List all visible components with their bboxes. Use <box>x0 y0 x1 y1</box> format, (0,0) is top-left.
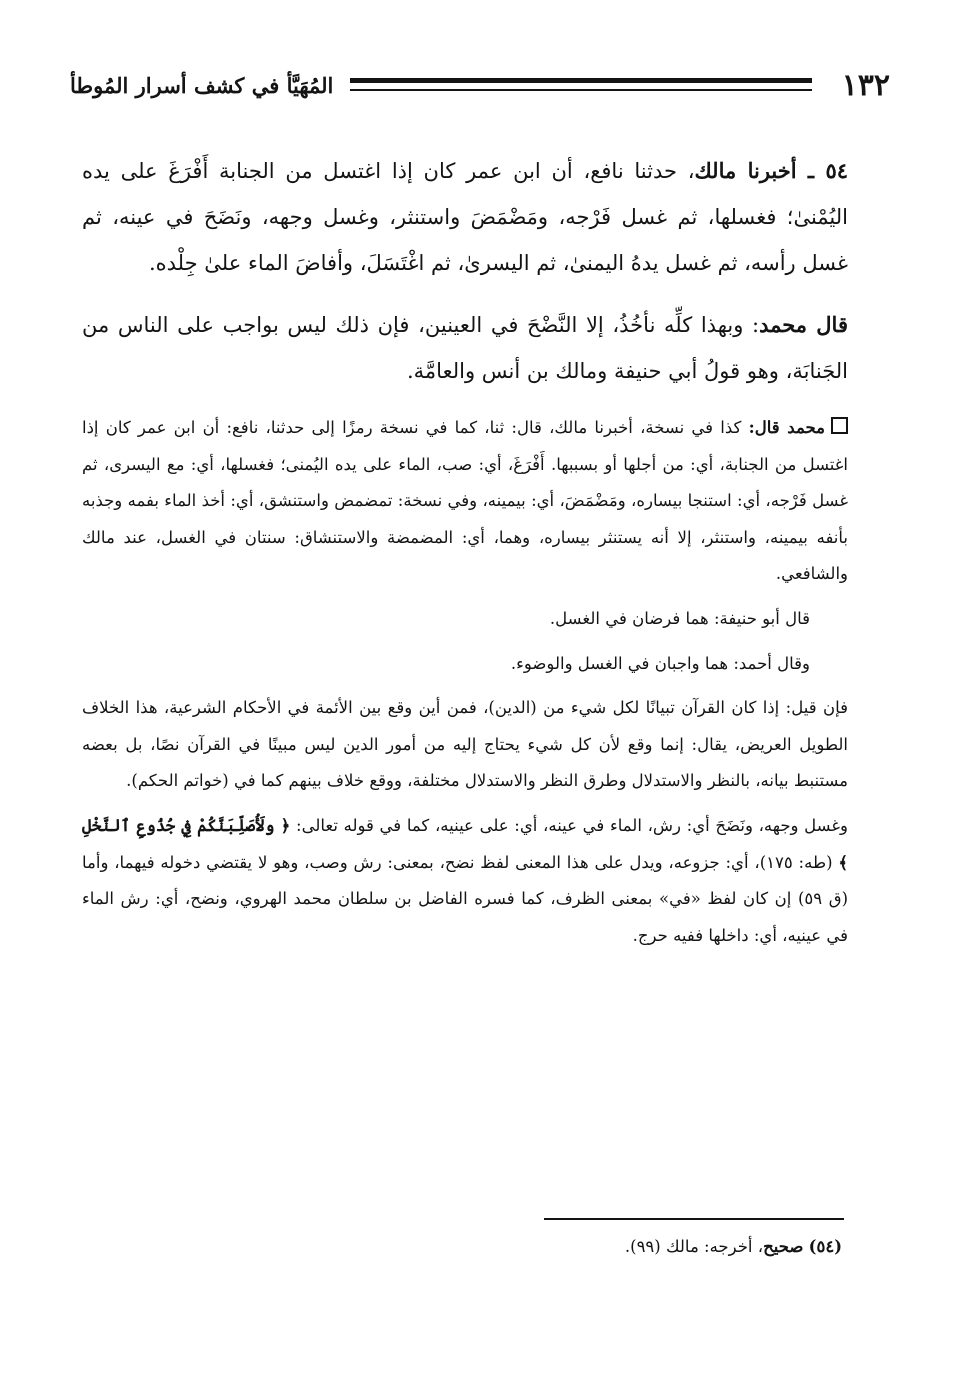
square-marker-icon <box>831 417 848 434</box>
footnote <box>82 1232 842 1262</box>
question-paragraph: فإن قيل: إذا كان القرآن تبيانًا لكل شيء من (الدين)، فمن أين وقع بين الأئمة في الأحكام الشرعية، هذا الخلاف الطويل العريض، يقال: إنما وقع لأن كل شيء يحتاج إليه من أمور الدين ليس مبينًا في القرآن نصًا، بل بعضه مستنبط بيانه، بالنظر والاستدلال وطرق النظر والاستدلال مختلفة، ووقع خلاف بينهم كما في (خواتم الحكم). <box>82 698 848 791</box>
washing-paragraph <box>82 808 848 954</box>
muhammad-label: قال محمد <box>759 312 848 337</box>
hadith-number: ٥٤ ـ أخبرنا مالك <box>694 158 848 183</box>
footnote-marker: (٥٤) <box>808 1237 842 1256</box>
muhammad-paragraph <box>82 302 848 394</box>
footnote-grade: صحيح <box>763 1237 804 1256</box>
muhammad-text: : وبهذا كلِّه نأخُذُ، إلا النَّضْحَ في العينين، فإن ذلك ليس بواجب على الناس من الجَنابَة، وهو قولُ أبي حنيفة ومالك بن أنس والعامَّة. <box>82 313 848 383</box>
footnote-text: ، أخرجه: مالك (٩٩). <box>624 1237 764 1256</box>
hadith-text: ، حدثنا نافع، أن ابن عمر كان إذا اغتسل من الجنابة أَفْرَغَ على يده اليُمْنىٰ؛ فغسلها، ثم غسل فَرْجه، ومَضْمَضَ واستنثر، وغسل وجهه، ونَضَحَ في عينه، ثم غسل رأسه، ثم غسل يدهُ اليمنىٰ، ثم اليسرىٰ، ثم اغْتَسَلَ، وأفاضَ الماء علىٰ جِلْده. <box>82 159 848 275</box>
commentary-intro <box>82 410 848 593</box>
main-text <box>82 148 848 962</box>
header-rule <box>350 78 812 91</box>
commentary-intro-text: كذا في نسخة، أخبرنا مالك، قال: ثنا، كما في نسخة رمزًا إلى حدثنا، نافع: أن ابن عمر كان إذا اغتسل من الجنابة، أي: من أجلها أو بسببها. أَفْرَغَ، أي: صب، الماء على يده اليُمنى؛ فغسلها، أي: مع اليسرى، ثم غسل فَرْجه، أي: استنجا بيساره، ومَضْمَضَ، أي: بيمينه، وفي نسخة: تمضمض واستنشق، أي: أخذ الماء بفمه وجذبه بأنفه بيمينه، واستنثر، إلا أنه يستنثر بيساره، وهما، أي: المضمضة والاستنشاق: سنتان في الغسل، عند مالك والشافعي. <box>82 418 848 584</box>
quran-quote: ﴿ ولَأُصَلِّبَنَّكُمْ فِي جُذُوعِ ٱلنَّخْلِ ﴾ <box>82 815 848 872</box>
abu-hanifa-opinion: قال أبو حنيفة: هما فرضان في الغسل. <box>549 608 810 628</box>
footnote-rule <box>544 1218 844 1220</box>
ahmad-opinion: وقال أحمد: هما واجبان في الغسل والوضوء. <box>510 653 810 673</box>
washing-text-before: وغسل وجهه، ونَضَحَ أي: رش، الماء في عينه، أي: على عينيه، كما في قوله تعالى: <box>290 815 848 835</box>
page-number: ١٣٢ <box>841 68 890 103</box>
running-title: المُهَيَّأ في كشف أسرار المُوطأ <box>70 73 334 98</box>
hadith-paragraph <box>82 148 848 286</box>
commentary-label: محمد قال: <box>748 418 825 437</box>
washing-text-after: (طه: ١٧٥)، أي: جزوعه، ويدل على هذا المعنى لفظ نضح، بمعنى: رش وصب، وهو لا يقتضي دخوله فيهما، وأما (ق ٥٩) إن كان لفظ «في» بمعنى الظرف، كما فسره الفاضل بن سلطان محمد الهروي، ونضح، أي: رش الماء في عينيه، أي: داخلها ففيه حرج. <box>82 852 849 945</box>
page-header <box>70 64 890 108</box>
